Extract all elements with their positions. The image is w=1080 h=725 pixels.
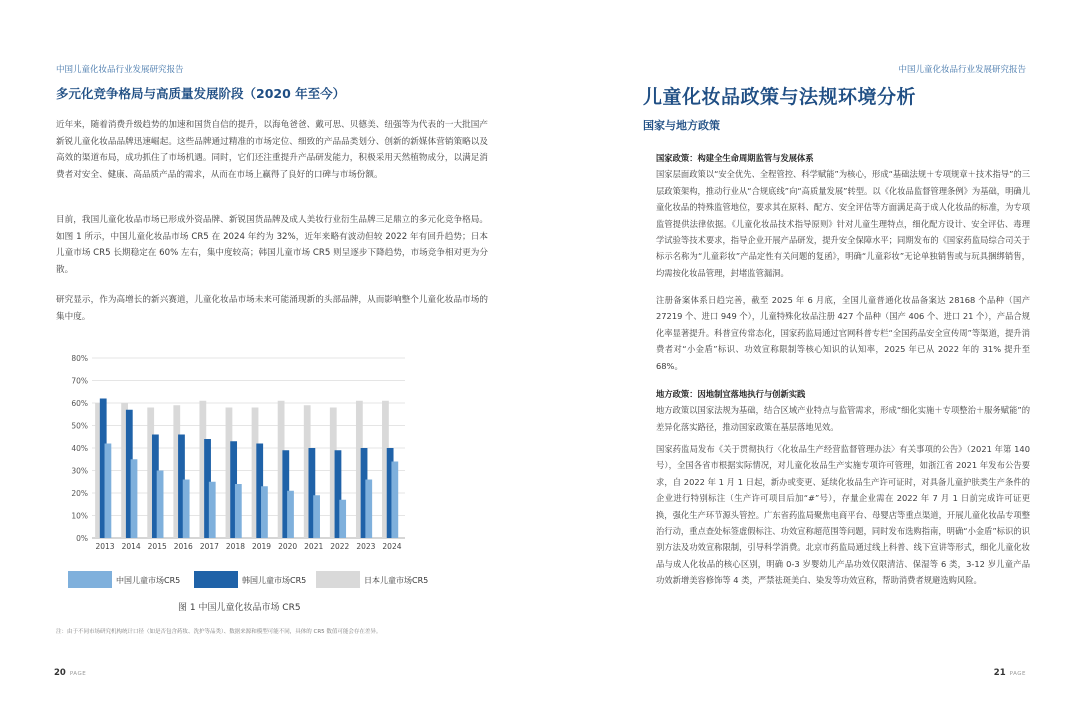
bar-china — [131, 459, 138, 538]
bar-china — [365, 480, 372, 539]
national-policy-block — [656, 150, 1030, 281]
bar-china — [391, 462, 398, 539]
section-title: 多元化竞争格局与高质量发展阶段（2020 年至今） — [56, 86, 346, 101]
x-tick-label: 2021 — [304, 542, 324, 551]
block-text: 注册备案体系日趋完善，截至 2025 年 6 月底，全国儿童普通化妆品备案达 28168 个品种（国产 27219 个、进口 949 个），儿童特殊化妆品注册 427 个品种（国产 406 个、进口 21 个），产品合规化率显著提升。科普宣传常态化，国家药监局通过官网科普专栏“全国药品安全宣传周”等渠道，提升消费者对“小金盾”标识、功效宣称限制等核心知识的认知率，2025 年已从 2022 年的 31% 提升至 68%。 — [656, 295, 1030, 371]
figure-note: 注：由于不同市场研究机构统计口径（如是否包含药妆、洗护等品类）、数据来源和模型可能不同，具体的 CR5 数值可能会存在差异。 — [56, 629, 382, 635]
x-tick-label: 2018 — [225, 542, 246, 551]
local-policy-block — [656, 386, 1030, 435]
x-tick-label: 2017 — [199, 542, 219, 551]
figure-caption: 图 1 中国儿童化妆品市场 CR5 — [178, 603, 301, 613]
x-tick-label: 2024 — [382, 542, 402, 551]
y-tick-label: 10% — [71, 511, 88, 521]
block-text: 国家层面政策以“安全优先、全程管控、科学赋能”为核心，形成“基础法规＋专项规章＋技术指导”的三层政策架构，推动行业从“合规底线”向“高质量发展”转型。以《化妆品监督管理条例》为基础，明确儿童化妆品的特殊监管地位，要求其在原料、配方、安全评估等方面满足高于成人化妆品的标准，为专项监管提供法律依据。《儿童化妆品技术指导原则》针对儿童生理特点，细化配方设计、安全评估、毒理学试验等技术要求，指导企业开展产品研发，提升安全保障水平；同期发布的《国家药监局综合司关于标示名称为“儿童彩妆”产品定性有关问题的复函》，明确“儿童彩妆”无论单独销售或与玩具捆绑销售，均需按化妆品管理，封堵监管漏洞。 — [656, 169, 1030, 278]
x-tick-label: 2016 — [173, 542, 193, 551]
x-tick-label: 2015 — [147, 542, 167, 551]
x-tick-label: 2022 — [330, 542, 350, 551]
cr5-bar-chart — [60, 350, 429, 610]
legend-label: 日本儿童市场CR5 — [364, 576, 429, 585]
page-number — [994, 668, 1026, 678]
chapter-title: 儿童化妆品政策与法规环境分析 — [643, 86, 917, 108]
local-practice-block — [656, 441, 1030, 589]
y-tick-label: 0% — [76, 534, 88, 543]
bar-china — [235, 484, 242, 538]
y-tick-label: 20% — [71, 489, 88, 498]
y-tick-label: 50% — [71, 421, 88, 431]
bar-china — [313, 495, 320, 538]
bar-china — [105, 444, 112, 539]
page-number-value: 20 — [54, 668, 66, 678]
registration-block — [656, 292, 1030, 374]
page-label: PAGE — [69, 671, 87, 677]
page-number — [54, 668, 86, 678]
legend-label: 韩国儿童市场CR5 — [242, 576, 307, 585]
paragraph-3: 研究显示，作为高增长的新兴赛道，儿童化妆品市场未来可能涌现新的头部品牌，从而影响整个儿童化妆品市场的集中度。 — [56, 295, 488, 322]
paragraph-2: 目前，我国儿童化妆品市场已形成外资品牌、新锐国货品牌及成人美妆行业衍生品牌三足鼎立的多元化竞争格局。如图 1 所示，中国儿童化妆品市场 CR5 在 2024 年约为 32%，近年来略有波动但较 2022 年有回升趋势；日本儿童市场 CR5 长期稳定在 60% 左右，集中度较高；韩国儿童市场 CR5 则呈逐步下降趋势，市场竞争相对更为分散。 — [56, 215, 488, 275]
x-tick-label: 2014 — [121, 542, 141, 551]
page-number-value: 21 — [993, 668, 1006, 678]
right-page — [540, 0, 1080, 725]
y-tick-label: 80% — [71, 354, 88, 363]
paragraph-1: 近年来，随着消费升级趋势的加速和国货自信的提升，以海龟爸爸、戴可思、贝德美、纽强等为代表的一大批国产新锐儿童化妆品品牌迅速崛起。这些品牌通过精准的市场定位、细致的产品品类划分、创新的新媒体营销策略以及高效的渠道布局，成功抓住了市场机遇。同时，它们还注重提升产品研发能力，积极采用天然植物成分，以满足消费者对安全、健康、高品质产品的需求，从而在市场上赢得了良好的口碑与市场份额。 — [56, 120, 488, 180]
legend-label: 中国儿童市场CR5 — [116, 576, 181, 585]
legend-swatch — [316, 571, 360, 588]
x-tick-label: 2019 — [251, 542, 272, 551]
legend-swatch — [194, 571, 238, 588]
bar-china — [261, 486, 268, 538]
y-tick-label: 30% — [71, 466, 88, 476]
x-tick-label: 2023 — [356, 542, 376, 551]
bar-china — [183, 480, 190, 539]
bar-china — [287, 491, 294, 538]
bar-china — [157, 471, 164, 539]
legend-swatch — [68, 571, 112, 588]
y-tick-label: 60% — [71, 399, 88, 408]
running-header: 中国儿童化妆品行业发展研究报告 — [56, 65, 184, 75]
running-header: 中国儿童化妆品行业发展研究报告 — [898, 65, 1026, 75]
y-tick-label: 40% — [71, 444, 88, 453]
block-text: 地方政策以国家法规为基础，结合区域产业特点与监管需求，形成“细化实施＋专项整治＋服务赋能”的差异化落实路径，推动国家政策在基层落地见效。 — [656, 405, 1030, 432]
block-text: 国家药监局发布《关于贯彻执行〈化妆品生产经营监督管理办法〉有关事项的公告》（2021 年第 140 号），全国各省市根据实际情况，对儿童化妆品生产实施专项许可管理，如浙江省 2021 年发布公告要求，自 2022 年 1 月 1 日起，新办或变更、延续化妆品生产许可证时，对具备儿童护肤类生产条件的企业进行特别标注（生产许可项目后加“#”号），存量企业需在 2022 年 7 月 1 日前完成许可证更换，强化生产环节源头管控。广东省药监局聚焦电商平台、母婴店等重点渠道，开展儿童化妆品专项整治行动，重点查处标签虚假标注、功效宣称超范围等问题，同时发布选购指南，明确“小金盾”标识的识别方法及功效宣称限制，引导科学消费。北京市药监局通过线上科普、线下宣讲等形式，细化儿童化妆品与成人化妆品的核心区别，明确 0-3 岁婴幼儿产品功效仅限清洁、保湿等 6 类，3-12 岁儿童产品功效新增美容修饰等 4 类，严禁祛斑美白、染发等功效宣称，帮助消费者规避选购风险。 — [656, 444, 1030, 586]
x-tick-label: 2013 — [95, 542, 115, 551]
page-label: PAGE — [1009, 671, 1026, 677]
x-tick-label: 2020 — [278, 542, 298, 551]
block-heading: 国家政策：构建全生命周期监管与发展体系 — [656, 153, 814, 163]
bar-china — [339, 500, 346, 538]
section-subtitle: 国家与地方政策 — [643, 119, 720, 132]
bar-china — [209, 482, 216, 538]
block-heading: 地方政策：因地制宜落地执行与创新实践 — [656, 389, 806, 399]
y-tick-label: 70% — [71, 376, 88, 386]
